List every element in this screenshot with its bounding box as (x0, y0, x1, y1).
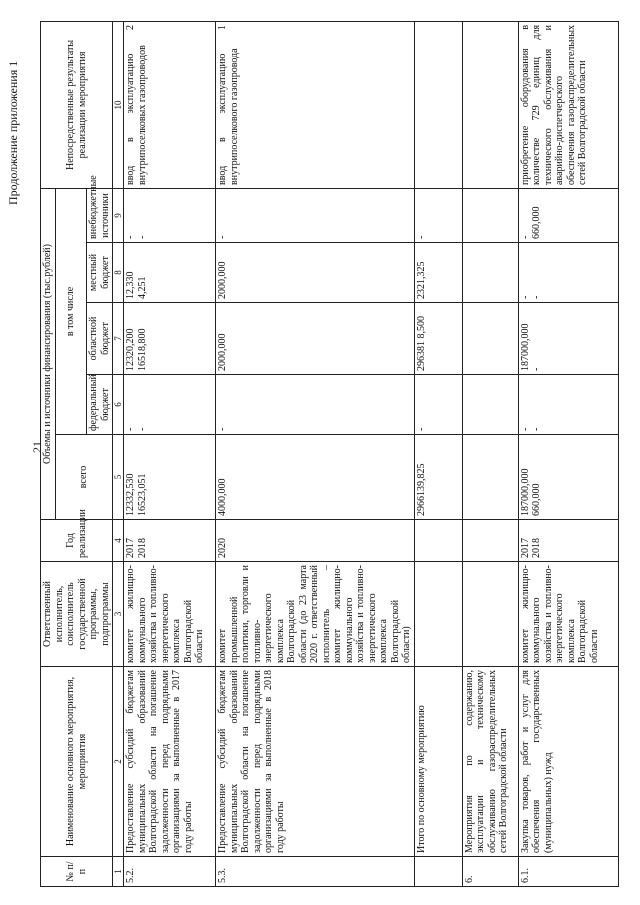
header-year: Год реализации (41, 520, 113, 562)
table-row (414, 21, 462, 886)
cell-regional: 187000,000 - (518, 303, 618, 375)
cell-responsible: комитет жилищно-коммунального хозяйства и топливно-энергетического комплекса Волгоградской области (518, 562, 618, 667)
cell-year (462, 520, 518, 562)
header-results: Непосредственные результаты реализации мероприятия (41, 21, 113, 188)
cell-regional: 12320,200 16518,800 (124, 303, 216, 375)
cell-num: 5.2. (124, 857, 216, 887)
cell-responsible: комитет жилищно-коммунального хозяйства и топливно-энергетического комплекса Волгоградской области (124, 562, 216, 667)
cell-name: Закупка товаров, работ и услуг для обеспечения государственных (муниципальных) нужд (518, 667, 618, 857)
cell-federal: - - (518, 375, 618, 435)
cell-name: Предоставление субсидий бюджетам муниципальных образований Волгоградской области на погашение задолженности перед подрядными организациями за выполненные в 2018 году работы (216, 667, 415, 857)
cell-year: 2017 2018 (518, 520, 618, 562)
cell-responsible (462, 562, 518, 667)
cell-result (462, 21, 518, 188)
page-number: 21 (30, 441, 44, 453)
table-body (124, 21, 619, 886)
cell-federal: - (216, 375, 415, 435)
cell-regional (462, 303, 518, 375)
cell-extra: - 660,000 (518, 188, 618, 242)
cell-year (414, 520, 462, 562)
cell-total: 4000,000 (216, 435, 415, 520)
col-number: 2 (113, 667, 124, 857)
col-number: 8 (113, 243, 124, 303)
header-volumes: Объемы и источники финансирования (тыс.рублей) (41, 188, 56, 519)
cell-federal: - - (124, 375, 216, 435)
col-number: 3 (113, 562, 124, 667)
col-number: 1 (113, 857, 124, 887)
header-federal: федеральный бюджет (87, 375, 113, 435)
cell-regional: 296381 8,500 (414, 303, 462, 375)
col-number: 5 (113, 435, 124, 520)
table-row (216, 21, 415, 886)
column-numbers-row (113, 21, 124, 886)
header-local: местный бюджет (87, 243, 113, 303)
header-responsible: Ответственный исполнитель, соисполнитель государственной программы, подпрограммы (41, 562, 113, 667)
cell-total (462, 435, 518, 520)
cell-year: 2017 2018 (124, 520, 216, 562)
table-row (462, 21, 518, 886)
col-number: 10 (113, 21, 124, 188)
header-name: Наименование основного мероприятия, мероприятия (41, 667, 113, 857)
cell-name: Предоставление субсидий бюджетам муниципальных образований Волгоградской области на погашение задолженности перед подрядными организациями за выполненные в 2017 году работы (124, 667, 216, 857)
col-number: 7 (113, 303, 124, 375)
program-table (40, 21, 619, 887)
header-total: всего (55, 435, 113, 520)
header-incl: в том числе (55, 188, 87, 434)
cell-result (414, 21, 462, 188)
cell-extra: - (216, 188, 415, 242)
cell-num: 6. (462, 857, 518, 887)
cell-extra (462, 188, 518, 242)
cell-num: 5.3. (216, 857, 415, 887)
header-row-1 (41, 21, 56, 886)
cell-responsible (414, 562, 462, 667)
col-number: 9 (113, 188, 124, 242)
cell-result: ввод в эксплуатацию 2 внутрипоселковых газопроводов (124, 21, 216, 188)
cell-local: - - (518, 243, 618, 303)
continuation-label: Продолжение приложения 1 (6, 60, 20, 205)
cell-federal (462, 375, 518, 435)
cell-extra: - (414, 188, 462, 242)
cell-local: 2321,325 (414, 243, 462, 303)
cell-local (462, 243, 518, 303)
cell-result: приобретение оборудования в количестве 729 единиц для технического обслуживания и аварийно-диспетчерского обеспечения газораспределительных сетей Волгоградской области (518, 21, 618, 188)
cell-num (414, 857, 462, 887)
cell-name: Итого по основному мероприятию (414, 667, 462, 857)
cell-responsible: комитет промышленной политики, торговли и топливно-энергетического комплекса Волгоградской области (до 23 марта 2020 г. ответственный исполнитель – комитет жилищно-коммунального хозяйства и топливно-энергетического комплекса Волгоградской области) (216, 562, 415, 667)
cell-local: 2000,000 (216, 243, 415, 303)
cell-extra: - - (124, 188, 216, 242)
cell-regional: 2000,000 (216, 303, 415, 375)
cell-total: 187000,000 660,000 (518, 435, 618, 520)
col-number: 4 (113, 520, 124, 562)
cell-num: 6.1. (518, 857, 618, 887)
cell-result: ввод в эксплуатацию 1 внутрипоселкового газопровода (216, 21, 415, 188)
cell-federal: - (414, 375, 462, 435)
header-num: № п/п (41, 857, 113, 887)
cell-year: 2020 (216, 520, 415, 562)
header-regional: областной бюджет (87, 303, 113, 375)
cell-local: 12,330 4,251 (124, 243, 216, 303)
cell-name: Мероприятия по содержанию, эксплуатации и техническому обслуживанию газораспределительных сетей Волгоградской области (462, 667, 518, 857)
col-number: 6 (113, 375, 124, 435)
cell-total: 12332,530 16523,051 (124, 435, 216, 520)
cell-total: 2966139,825 (414, 435, 462, 520)
table-row (518, 21, 618, 886)
table-row (124, 21, 216, 886)
header-extra: внебюджетные источники (87, 188, 113, 242)
